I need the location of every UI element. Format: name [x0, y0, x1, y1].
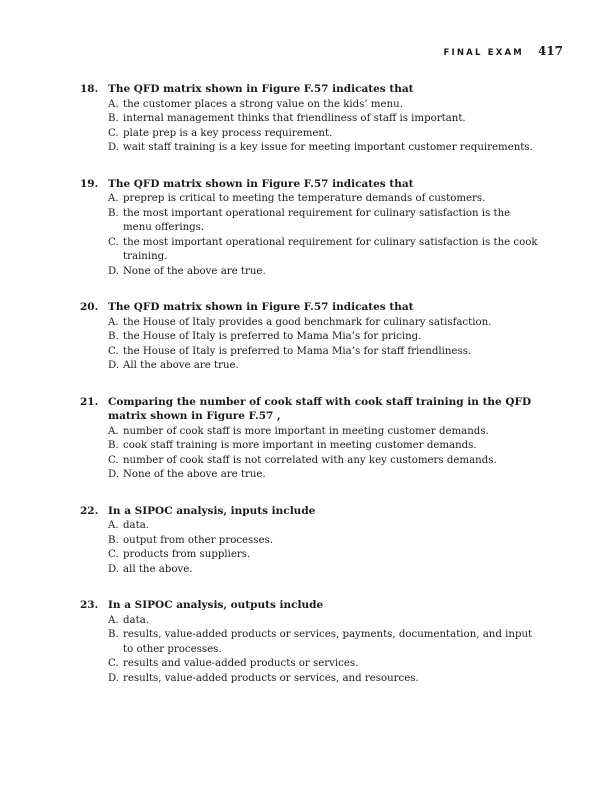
- option-letter: A.: [108, 193, 119, 204]
- option-letter: D.: [108, 563, 120, 575]
- answer-option: [108, 468, 540, 483]
- answer-option: [108, 112, 540, 127]
- answer-option: [108, 657, 540, 672]
- question-stem: [80, 177, 540, 192]
- answer-option: [108, 98, 540, 113]
- option-text: the House of Italy provides a good benchmark for culinary satisfaction.: [123, 316, 492, 328]
- option-letter: C.: [108, 127, 119, 139]
- option-text: the House of Italy is preferred to Mama Mia’s for staff friendliness.: [123, 345, 472, 357]
- question-stem: [80, 300, 540, 315]
- option-text: None of the above are true.: [123, 469, 266, 480]
- answer-option: [108, 141, 540, 156]
- question-stem: [80, 598, 540, 613]
- question: [80, 598, 540, 686]
- answer-option: [108, 330, 540, 345]
- option-text: the customer places a strong value on the kids’ menu.: [123, 98, 403, 110]
- option-text: data.: [123, 614, 150, 626]
- option-letter: C.: [108, 454, 119, 466]
- answer-option: [108, 548, 540, 563]
- answer-option: [108, 439, 540, 454]
- option-letter: D.: [108, 672, 120, 684]
- option-text: results, value-added products or services, payments, documentation, and input to other processes.: [123, 629, 533, 655]
- option-text: products from suppliers.: [123, 549, 251, 560]
- answer-option: [108, 519, 540, 534]
- answer-options: [108, 316, 540, 374]
- page-number: 417: [537, 44, 563, 58]
- answer-option: [108, 359, 540, 374]
- option-text: cook staff training is more important in meeting customer demands.: [123, 440, 477, 451]
- option-text: the House of Italy is preferred to Mama Mia’s for pricing.: [123, 331, 422, 342]
- option-letter: C.: [108, 345, 119, 357]
- answer-options: [108, 519, 540, 577]
- answer-options: [108, 192, 540, 279]
- question-stem: [80, 82, 540, 97]
- option-letter: C.: [108, 658, 119, 669]
- answer-options: [108, 425, 540, 483]
- option-text: the most important operational requirement for culinary satisfaction is the cook training.: [123, 236, 538, 262]
- answer-option: [108, 192, 540, 207]
- answer-options: [108, 614, 540, 687]
- option-text: results, value-added products or services, and resources.: [123, 672, 419, 684]
- option-text: number of cook staff is more important in meeting customer demands.: [123, 425, 489, 437]
- option-letter: A.: [108, 316, 119, 328]
- question-text: In a SIPOC analysis, inputs include: [108, 504, 316, 517]
- question-text: Comparing the number of cook staff with cook staff training in the QFD matrix shown in Figure F.57 ,: [108, 395, 532, 422]
- option-letter: D.: [108, 142, 120, 153]
- option-letter: A.: [108, 425, 119, 437]
- option-letter: D.: [108, 265, 120, 277]
- option-letter: B.: [108, 331, 119, 342]
- running-header-title: FINAL EXAM: [443, 48, 524, 58]
- option-letter: C.: [108, 236, 119, 248]
- option-letter: D.: [108, 469, 120, 480]
- option-text: number of cook staff is not correlated with any key customers demands.: [123, 454, 497, 466]
- page-header: [444, 44, 564, 58]
- option-text: All the above are true.: [123, 360, 239, 371]
- option-text: internal management thinks that friendliness of staff is important.: [123, 113, 466, 124]
- answer-option: [108, 236, 540, 265]
- question-number: 18.: [80, 83, 99, 95]
- option-text: results and value-added products or services.: [123, 658, 359, 669]
- answer-option: [108, 345, 540, 360]
- question: [80, 177, 540, 280]
- option-text: None of the above are true.: [123, 265, 266, 277]
- answer-option: [108, 628, 540, 657]
- option-letter: B.: [108, 207, 119, 219]
- answer-option: [108, 127, 540, 142]
- option-text: preprep is critical to meeting the temperature demands of customers.: [123, 193, 486, 204]
- option-letter: A.: [108, 520, 119, 531]
- option-letter: B.: [108, 440, 119, 451]
- question-text: The QFD matrix shown in Figure F.57 indicates that: [108, 177, 414, 190]
- answer-option: [108, 454, 540, 469]
- option-text: output from other processes.: [123, 534, 274, 546]
- answer-option: [108, 614, 540, 629]
- answer-option: [108, 672, 540, 687]
- answer-options: [108, 98, 540, 156]
- question: [80, 504, 540, 578]
- answer-option: [108, 265, 540, 280]
- question-number: 20.: [80, 301, 99, 313]
- question-text: In a SIPOC analysis, outputs include: [108, 599, 324, 611]
- answer-option: [108, 316, 540, 331]
- option-letter: B.: [108, 534, 119, 546]
- option-text: all the above.: [123, 563, 193, 575]
- option-letter: B.: [108, 113, 119, 124]
- option-text: data.: [123, 520, 150, 531]
- answer-option: [108, 563, 540, 578]
- option-letter: A.: [108, 98, 119, 110]
- option-text: the most important operational requirement for culinary satisfaction is the menu offerings.: [123, 207, 511, 233]
- answer-option: [108, 534, 540, 549]
- option-letter: D.: [108, 360, 120, 371]
- question: [80, 82, 540, 156]
- option-text: wait staff training is a key issue for meeting important customer requirements.: [123, 142, 533, 153]
- question-number: 23.: [80, 599, 99, 611]
- option-letter: A.: [108, 614, 119, 626]
- question-text: The QFD matrix shown in Figure F.57 indicates that: [108, 83, 414, 95]
- option-letter: C.: [108, 549, 119, 560]
- question: [80, 300, 540, 374]
- question-number: 21.: [80, 395, 99, 408]
- question-number: 22.: [80, 504, 99, 517]
- question-list: [80, 82, 540, 707]
- option-text: plate prep is a key process requirement.: [123, 127, 333, 139]
- answer-option: [108, 207, 540, 236]
- question: [80, 395, 540, 483]
- answer-option: [108, 425, 540, 440]
- question-stem: [80, 395, 540, 424]
- question-number: 19.: [80, 177, 99, 190]
- option-letter: B.: [108, 629, 119, 640]
- question-text: The QFD matrix shown in Figure F.57 indicates that: [108, 301, 414, 313]
- question-stem: [80, 504, 540, 519]
